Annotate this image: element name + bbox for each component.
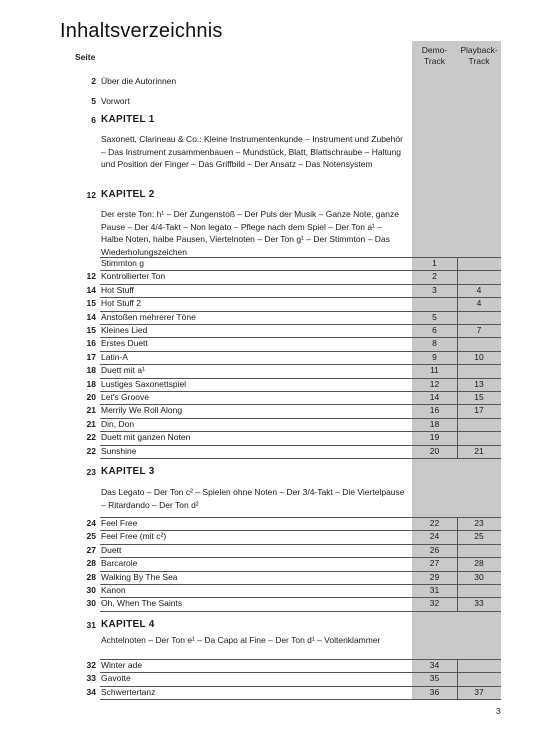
- row-page: 22: [86, 445, 96, 456]
- demo-track: 16: [429, 405, 440, 416]
- row-title: Let's Groove: [101, 392, 149, 402]
- demo-track: 31: [429, 585, 440, 595]
- page-number: 3: [496, 706, 501, 716]
- row-title: Barcarole: [101, 558, 138, 569]
- demo-track: 14: [429, 392, 440, 402]
- toc-text: Vorwort: [101, 96, 130, 106]
- chapter-title: KAPITEL 4: [101, 619, 155, 630]
- playback-track: 33: [474, 598, 484, 609]
- playback-track: 4: [476, 284, 482, 295]
- table-row: [86, 571, 501, 584]
- row-page: 15: [86, 325, 96, 335]
- table-row: [86, 364, 501, 377]
- table-row: [86, 284, 501, 297]
- header-demo-line1: Demo-: [421, 45, 448, 55]
- table-row: [86, 659, 501, 672]
- demo-track: 34: [429, 660, 440, 670]
- playback-track: 37: [474, 686, 484, 697]
- table-row: [100, 257, 501, 270]
- toc-text: Über die Autorinnen: [101, 76, 177, 86]
- row-title: Erstes Duett: [101, 338, 148, 349]
- chapter-page: 23: [86, 467, 96, 477]
- chapter-description: Das Legato – Der Ton c² – Spielen ohne Noten – Der 3/4-Takt – Die Viertelpause – Ritardando – Der Ton d²: [101, 487, 405, 510]
- row-title: Latin-A: [101, 351, 128, 362]
- table-row: [86, 270, 501, 283]
- table-row: [86, 530, 501, 543]
- playback-track: 21: [474, 445, 484, 456]
- demo-track: 22: [429, 518, 440, 528]
- chapter-description: Achtelnoten – Der Ton e¹ – Da Capo al Fine – Der Ton d¹ – Voltenklammer: [101, 635, 381, 645]
- row-page: 28: [86, 558, 96, 569]
- row-page: 24: [86, 518, 96, 528]
- chapter-page: 12: [86, 190, 96, 200]
- row-title: Din, Don: [101, 418, 135, 429]
- row-divider: [100, 611, 501, 612]
- row-page: 21: [86, 418, 96, 429]
- row-page: 20: [86, 392, 96, 402]
- row-title: Lustiges Saxonettspiel: [101, 378, 187, 389]
- table-row: [86, 351, 501, 364]
- row-title: Hot Stuff: [101, 284, 134, 295]
- demo-track: 27: [429, 558, 440, 569]
- header-play-line2: Track: [468, 56, 490, 66]
- table-row: [86, 544, 501, 557]
- playback-track: 7: [476, 325, 482, 335]
- row-page: 30: [86, 598, 96, 609]
- demo-track: 29: [429, 571, 440, 582]
- playback-track: 17: [474, 405, 484, 416]
- row-page: 33: [86, 673, 96, 684]
- chapter-description: Der erste Ton: h¹ – Der Zungenstoß – Der Puls der Musik – Ganze Note, ganze Pause – Der 4/4-Takt – Non legato – Pflege nach dem Spiel – Der Ton a¹ – Halbe Noten, halbe Pausen, Viertelnoten – Der Ton g¹ – Der Stimmton – Das Wiederholungszeichen: [101, 209, 399, 257]
- toc-page: 2: [91, 76, 96, 86]
- row-title: Kanon: [101, 585, 126, 595]
- row-title: Duett: [101, 544, 122, 555]
- demo-track: 9: [432, 351, 437, 362]
- table-row: [86, 311, 501, 324]
- demo-track: 18: [429, 418, 440, 429]
- demo-track: 12: [429, 378, 440, 389]
- table-row: [86, 337, 501, 350]
- playback-track: 13: [474, 378, 484, 389]
- table-row: [86, 445, 501, 458]
- demo-track: 2: [432, 271, 437, 282]
- row-divider: [100, 458, 501, 459]
- chapter-page: 31: [86, 620, 96, 630]
- chapter-page: 6: [91, 115, 96, 125]
- row-page: 18: [86, 365, 96, 376]
- table-row: [86, 324, 501, 337]
- table-row: [86, 418, 501, 431]
- row-title: Hot Stuff 2: [101, 298, 142, 309]
- demo-track: 5: [432, 311, 437, 322]
- row-title: Winter ade: [101, 660, 143, 670]
- chapter-title: KAPITEL 1: [101, 114, 155, 125]
- demo-track: 1: [432, 258, 437, 268]
- table-row: [86, 391, 501, 404]
- demo-track: 19: [429, 432, 440, 443]
- table-row: [86, 404, 501, 417]
- row-page: 16: [86, 338, 96, 349]
- demo-track: 3: [432, 284, 437, 295]
- page-title: Inhaltsverzeichnis: [60, 20, 223, 42]
- row-title: Feel Free: [101, 518, 138, 528]
- row-page: 25: [86, 531, 96, 542]
- row-title: Feel Free (mit c²): [101, 531, 167, 542]
- playback-track: 10: [474, 351, 484, 362]
- header-demo-line2: Track: [424, 56, 445, 66]
- row-page: 12: [86, 271, 96, 282]
- row-page: 21: [86, 405, 96, 416]
- row-page: 14: [86, 311, 96, 322]
- demo-track: 35: [429, 673, 440, 684]
- row-divider: [100, 699, 501, 700]
- row-title: Stimmton g: [101, 258, 144, 268]
- row-title: Schwertertanz: [101, 686, 156, 697]
- demo-track: 32: [429, 598, 440, 609]
- demo-track: 11: [430, 365, 439, 376]
- header-playback-track: [457, 45, 501, 67]
- row-page: 30: [86, 585, 96, 595]
- row-page: 18: [86, 378, 96, 389]
- row-title: Gavotte: [101, 673, 131, 684]
- demo-track: 36: [429, 686, 440, 697]
- demo-track: 6: [432, 325, 437, 335]
- table-row: [86, 557, 501, 570]
- playback-track: 28: [474, 558, 484, 569]
- chapter-title: KAPITEL 3: [101, 466, 155, 477]
- playback-track: 15: [474, 392, 484, 402]
- row-page: 28: [86, 571, 96, 582]
- table-row: [86, 378, 501, 391]
- demo-track: 26: [429, 544, 440, 555]
- table-row: [86, 517, 501, 530]
- row-page: 15: [86, 298, 96, 309]
- row-page: 34: [86, 686, 96, 697]
- playback-track: 4: [476, 298, 482, 309]
- toc-page: 5: [91, 96, 96, 106]
- row-title: Duett mit a¹: [101, 365, 145, 376]
- table-row: [86, 431, 501, 444]
- header-play-line1: Playback-: [460, 45, 498, 55]
- row-title: Duett mit ganzen Noten: [101, 432, 191, 443]
- row-title: Merrily We Roll Along: [101, 405, 183, 416]
- table-row: [86, 686, 501, 699]
- header-demo-track: [412, 45, 457, 67]
- chapter-description: Saxonett, Clarineau & Co.: Kleine Instrumentenkunde – Instrument und Zubehör – Das Instrument zusammenbauen – Mundstück, Blatt, Blattschraube – Haltung und Position der Finger – Das Griffbild – Der Ansatz – Das Notensystem: [101, 134, 403, 169]
- playback-track: 23: [474, 518, 484, 528]
- playback-track: 30: [474, 571, 484, 582]
- demo-track: 24: [429, 531, 440, 542]
- demo-track: 8: [432, 338, 437, 349]
- table-row: [86, 584, 501, 597]
- table-row: [86, 297, 501, 310]
- row-page: 17: [86, 351, 96, 362]
- table-row: [86, 672, 501, 685]
- row-page: 22: [86, 432, 96, 443]
- row-page: 14: [86, 284, 96, 295]
- row-title: Anstoßen mehrerer Töne: [101, 311, 196, 322]
- playback-track: 25: [474, 531, 484, 542]
- row-title: Oh, When The Saints: [101, 598, 183, 609]
- row-title: Kleines Lied: [101, 325, 148, 335]
- chapter-title: KAPITEL 2: [101, 189, 155, 200]
- row-page: 27: [86, 544, 96, 555]
- row-title: Sunshine: [101, 445, 137, 456]
- table-row: [86, 597, 501, 610]
- row-title: Kontrollierter Ton: [101, 271, 166, 282]
- row-page: 32: [86, 660, 96, 670]
- row-title: Walking By The Sea: [101, 571, 178, 582]
- demo-track: 20: [429, 445, 440, 456]
- header-seite: Seite: [75, 52, 96, 62]
